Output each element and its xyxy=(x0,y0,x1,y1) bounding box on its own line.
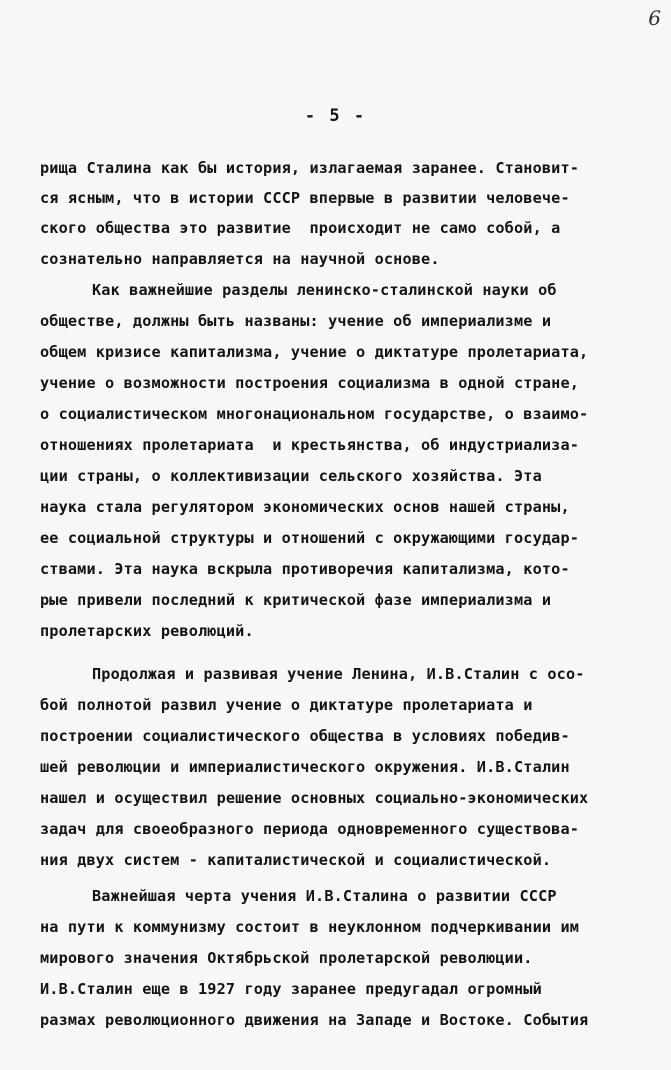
text-line: Как важнейшие разделы ленинско-сталинской науки об xyxy=(92,281,557,299)
text-line: Важнейшая черта учения И.В.Сталина о развитии СССР xyxy=(92,887,557,905)
text-line: ее социальной структуры и отношений с окружающими государ- xyxy=(40,529,580,547)
text-line: на пути к коммунизму состоит в неуклонном подчеркивании им xyxy=(40,918,580,936)
text-line: построении социалистического общества в условиях победив- xyxy=(40,727,570,745)
handwritten-page-mark: 6 xyxy=(648,6,661,30)
text-line: о социалистическом многонациональном государстве, о взаимо- xyxy=(40,405,589,423)
text-line: бой полнотой развил учение о диктатуре пролетариата и xyxy=(40,696,533,714)
text-line: учение о возможности построения социализма в одной стране, xyxy=(40,374,580,392)
text-line: общем кризисе капитализма, учение о диктатуре пролетариата, xyxy=(40,343,589,361)
text-line: Продолжая и развивая учение Ленина, И.В.Сталин с осо- xyxy=(92,665,585,683)
text-line: пролетарских революций. xyxy=(40,622,254,640)
text-line: ния двух систем - капиталистической и социалистической. xyxy=(40,851,552,869)
text-line: ского общества это развитие происходит не само собой, а xyxy=(40,219,561,237)
text-line: ся ясным, что в истории СССР впервые в развитии человече- xyxy=(40,189,570,207)
text-line: ции страны, о коллективизации сельского хозяйства. Эта xyxy=(40,467,542,485)
text-line: шей революции и империалистического окружения. И.В.Сталин xyxy=(40,758,570,776)
text-line: ствами. Эта наука вскрыла противоречия капитализма, кото- xyxy=(40,560,570,578)
text-line: размах революционного движения на Западе и Востоке. События xyxy=(40,1011,589,1029)
page-number: - 5 - xyxy=(304,106,367,126)
text-line: наука стала регулятором экономических основ нашей страны, xyxy=(40,498,570,516)
text-line: отношениях пролетариата и крестьянства, об индустриализа- xyxy=(40,436,580,454)
text-line: нашел и осуществил решение основных социально-экономических xyxy=(40,789,589,807)
text-line: рые привели последний к критической фазе империализма и xyxy=(40,591,552,609)
text-line: задач для своеобразного периода одновременного существова- xyxy=(40,820,580,838)
text-line: обществе, должны быть названы: учение об империализме и xyxy=(40,312,552,330)
text-line: рища Сталина как бы история, излагаемая заранее. Становит- xyxy=(40,159,580,177)
text-line: И.В.Сталин еще в 1927 году заранее предугадал огромный xyxy=(40,980,542,998)
text-line: мирового значения Октябрьской пролетарской революции. xyxy=(40,949,533,967)
text-line: сознательно направляется на научной основе. xyxy=(40,250,440,268)
